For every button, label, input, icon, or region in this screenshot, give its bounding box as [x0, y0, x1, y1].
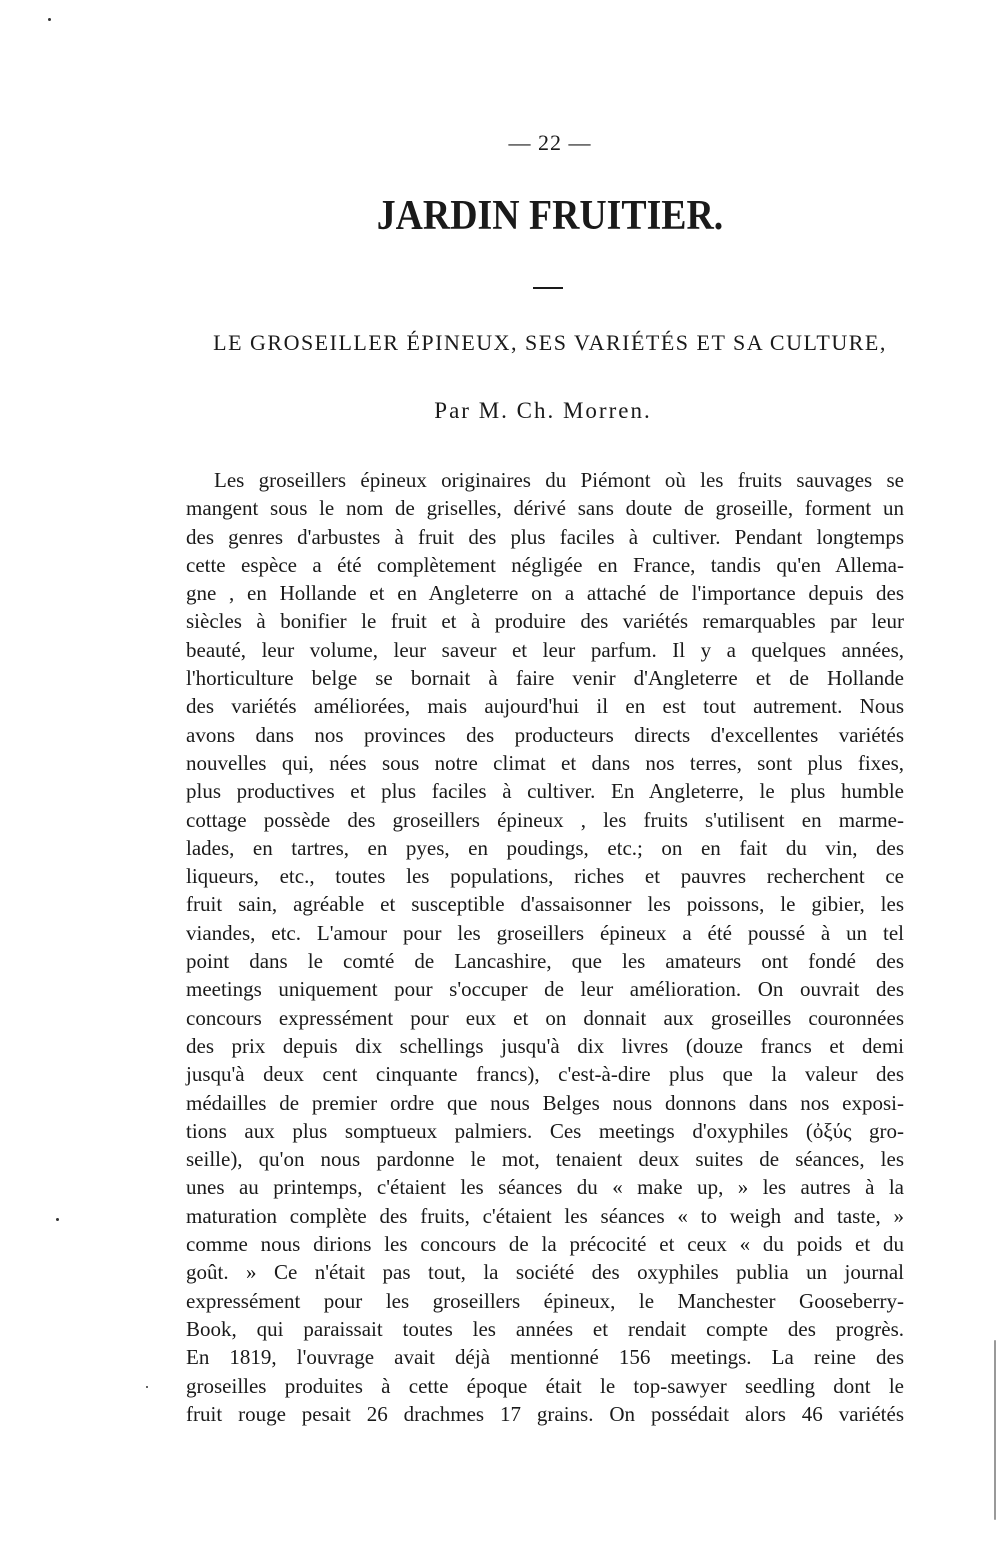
text-line: beauté, leur volume, leur saveur et leur parfum. Il y a quelques années, [186, 637, 904, 662]
text-line: des genres d'arbustes à fruit des plus faciles à cultiver. Pendant longtemps [186, 524, 904, 549]
scan-speck [994, 1340, 996, 1520]
text-line: Les groseillers épineux originaires du Piémont où les fruits sauvages se [214, 468, 904, 492]
text-line: groseilles produites à cette époque était le top-sawyer seedling dont le [186, 1373, 904, 1398]
scan-speck [48, 18, 51, 21]
body-paragraph [186, 466, 904, 1428]
scan-speck [146, 1386, 148, 1388]
text-line: gne , en Hollande et en Angleterre on a attaché de l'importance depuis des [186, 581, 904, 606]
text-line: plus productives et plus faciles à cultiver. En Angleterre, le plus humble [186, 779, 904, 804]
text-line: viandes, etc. L'amour pour les groseillers épineux a été poussé à un tel [186, 920, 904, 945]
text-line: médailles de premier ordre que nous Belges nous donnons dans nos exposi- [186, 1090, 904, 1115]
article-subtitle: LE GROSEILLER ÉPINEUX, SES VARIÉTÉS ET SA CULTURE, [213, 330, 887, 355]
text-line: avons dans nos provinces des producteurs directs d'excellentes variétés [186, 722, 904, 747]
text-line: des variétés améliorées, mais aujourd'hui il en est tout autrement. Nous [186, 694, 904, 719]
text-line: meetings uniquement pour s'occuper de leur amélioration. On ouvrait des [186, 977, 904, 1002]
text-line: fruit rouge pesait 26 drachmes 17 grains. On possédait alors 46 variétés [186, 1401, 904, 1426]
text-line: l'horticulture belge se bornait à faire venir d'Angleterre et de Hollande [186, 666, 904, 691]
scan-speck [56, 1218, 59, 1221]
text-line: jusqu'à deux cent cinquante francs), c'est-à-dire plus que la valeur des [186, 1062, 904, 1087]
text-line: maturation complète des fruits, c'étaient les séances « to weigh and taste, » [186, 1203, 904, 1228]
author-byline: Par M. Ch. Morren. [434, 398, 652, 423]
text-line: liqueurs, etc., toutes les populations, riches et pauvres recherchent ce [186, 864, 904, 889]
text-line: fruit sain, agréable et susceptible d'assaisonner les poissons, le gibier, les [186, 892, 904, 917]
text-line: unes au printemps, c'étaient les séances du « make up, » les autres à la [186, 1175, 904, 1200]
text-line: Book, qui paraissait toutes les années et rendait compte des progrès. [186, 1316, 904, 1341]
text-line: siècles à bonifier le fruit et à produire des variétés remarquables par leur [186, 609, 904, 634]
text-line: point dans le comté de Lancashire, que les amateurs ont fondé des [186, 949, 904, 974]
text-line: En 1819, l'ouvrage avait déjà mentionné 156 meetings. La reine des [186, 1345, 904, 1370]
text-line: des prix depuis dix schellings jusqu'à dix livres (douze francs et demi [186, 1033, 904, 1058]
page-number: — 22 — [508, 130, 592, 155]
text-line: lades, en tartres, en pyes, en poudings, etc.; on en fait du vin, des [186, 835, 904, 860]
text-line: seille), qu'on nous pardonne le mot, tenaient deux suites de séances, les [186, 1147, 904, 1172]
article-title: JARDIN FRUITIER. [376, 193, 724, 239]
text-line: expressément pour les groseillers épineux, le Manchester Gooseberry- [186, 1288, 904, 1313]
text-line: concours expressément pour eux et on donnait aux groseilles couronnées [186, 1005, 904, 1030]
text-line: cette espèce a été complètement négligée en France, tandis qu'en Allema- [186, 552, 904, 577]
title-divider [533, 287, 563, 289]
text-line: cottage possède des groseillers épineux , les fruits s'utilisent en marme- [186, 807, 904, 832]
text-line: goût. » Ce n'était pas tout, la société des oxyphiles publia un journal [186, 1260, 904, 1285]
text-line: comme nous dirions les concours de la précocité et ceux « du poids et du [186, 1232, 904, 1257]
text-line: tions aux plus somptueux palmiers. Ces meetings d'oxyphiles (ὀξύς gro- [186, 1118, 904, 1143]
text-line: mangent sous le nom de griselles, dérivé sans doute de groseille, forment un [186, 496, 904, 521]
text-line: nouvelles qui, nées sous notre climat et dans nos terres, sont plus fixes, [186, 750, 904, 775]
